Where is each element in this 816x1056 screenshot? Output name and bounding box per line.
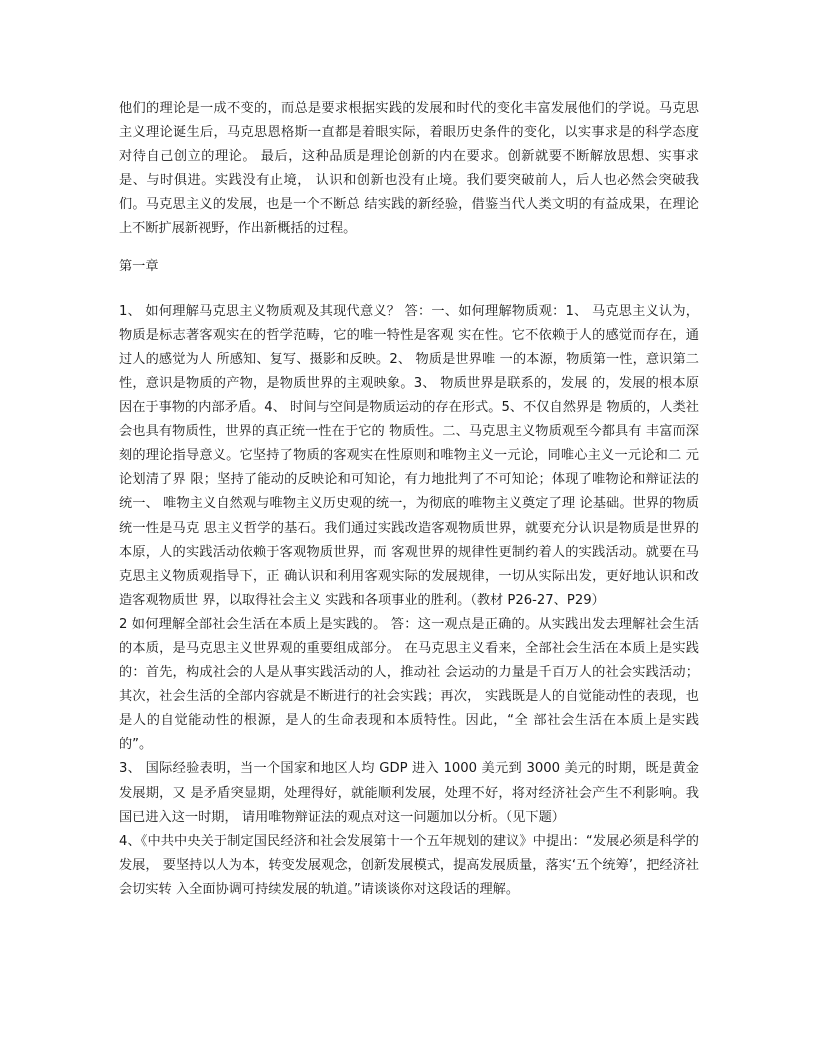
question-3: 3、 国际经验表明，当一个国家和地区人均 GDP 进入 1000 美元到 3000 美元的时期，既是黄金发展期，又 是矛盾突显期，处理得好，就能顺利发展，处理不好，将对经济社会产生不利影响。我国已进入这一时期， 请用唯物辩证法的观点对这一问题加以分析。（见下题） (119, 761, 699, 825)
question-4: 4、《中共中央关于制定国民经济和社会发展第十一个五年规划的建议》中提出：“发展必须是科学的发展， 要坚持以人为本，转变发展观念，创新发展模式，提高发展质量，落实‘五个统筹’，把经济社会切实转 入全面协调可持续发展的轨道。”请谈谈你对这段话的理解。 (119, 833, 699, 897)
question-1: 1、 如何理解马克思主义物质观及其现代意义？ 答：一、如何理解物质观：1、 马克思主义认为，物质是标志著客观实在的哲学范畴，它的唯一特性是客观 实在性。它不依赖于人的感觉而存在，通过人的感觉为人 所感知、复写、摄影和反映。2、 物质是世界唯 一的本源，物质第一性，意识第二性，意识是物质的产物，是物质世界的主观映象。3、 物质世界是联系的，发展 的，发展的根本原因在于事物的内部矛盾。4、 时间与空间是物质运动的存在形式。5、不仅自然界是 物质的，人类社会也具有物质性，世界的真正统一性在于它的 物质性。二、马克思主义物质观至今都具有 丰富而深刻的理论指导意义。它坚持了物质的客观实在性原则和唯物主义一元论，同唯心主义一元论和二 元论划清了界 限；坚持了能动的反映论和可知论，有力地批判了不可知论；体现了唯物论和辩证法的统一、 唯物主义自然观与唯物主义历史观的统一，为彻底的唯物主义奠定了理 论基础。世界的物质统一性是马克 思主义哲学的基石。我们通过实践改造客观物质世界，就要充分认识是物质是世界的本原，人的实践活动依赖于客观物质世界，而 客观世界的规律性更制约着人的实践活动。就要在马克思主义物质观指导下，正 确认识和利用客观实际的发展规律，一切从实际出发，更好地认识和改造客观物质世 界，以取得社会主义 实践和各项事业的胜利。（教材 P26-27、P29） (119, 303, 699, 608)
intro-paragraph: 他们的理论是一成不变的，而总是要求根据实践的发展和时代的变化丰富发展他们的学说。马克思主义理论诞生后，马克思恩格斯一直都是着眼实际，着眼历史条件的变化，以实事求是的科学态度 对待自己创立的理论。 最后，这种品质是理论创新的内在要求。创新就要不断解放思想、实事求是、与时俱进。实践没有止境， 认识和创新也没有止境。我们要突破前人，后人也必然会突破我们。马克思主义的发展，也是一个不断总 结实践的新经验，借鉴当代人类文明的有益成果，在理论上不断扩展新视野，作出新概括的过程。 (119, 101, 699, 237)
chapter-heading: 第一章 (119, 258, 159, 274)
question-2: 2 如何理解全部社会生活在本质上是实践的。 答：这一观点是正确的。从实践出发去理解社会生活的本质，是马克思主义世界观的重要组成部分。 在马克思主义看来，全部社会生活在本质上是实践的：首先，构成社会的人是从事实践活动的人，推动社 会运动的力量是千百万人的社会实践活动；其次，社会生活的全部内容就是不断进行的社会实践；再次， 实践既是人的自觉能动性的表现，也是人的自觉能动性的根源，是人的生命表现和本质特性。因此，“全 部社会生活在本质上是实践的”。 (119, 616, 699, 753)
document-body (119, 97, 699, 902)
